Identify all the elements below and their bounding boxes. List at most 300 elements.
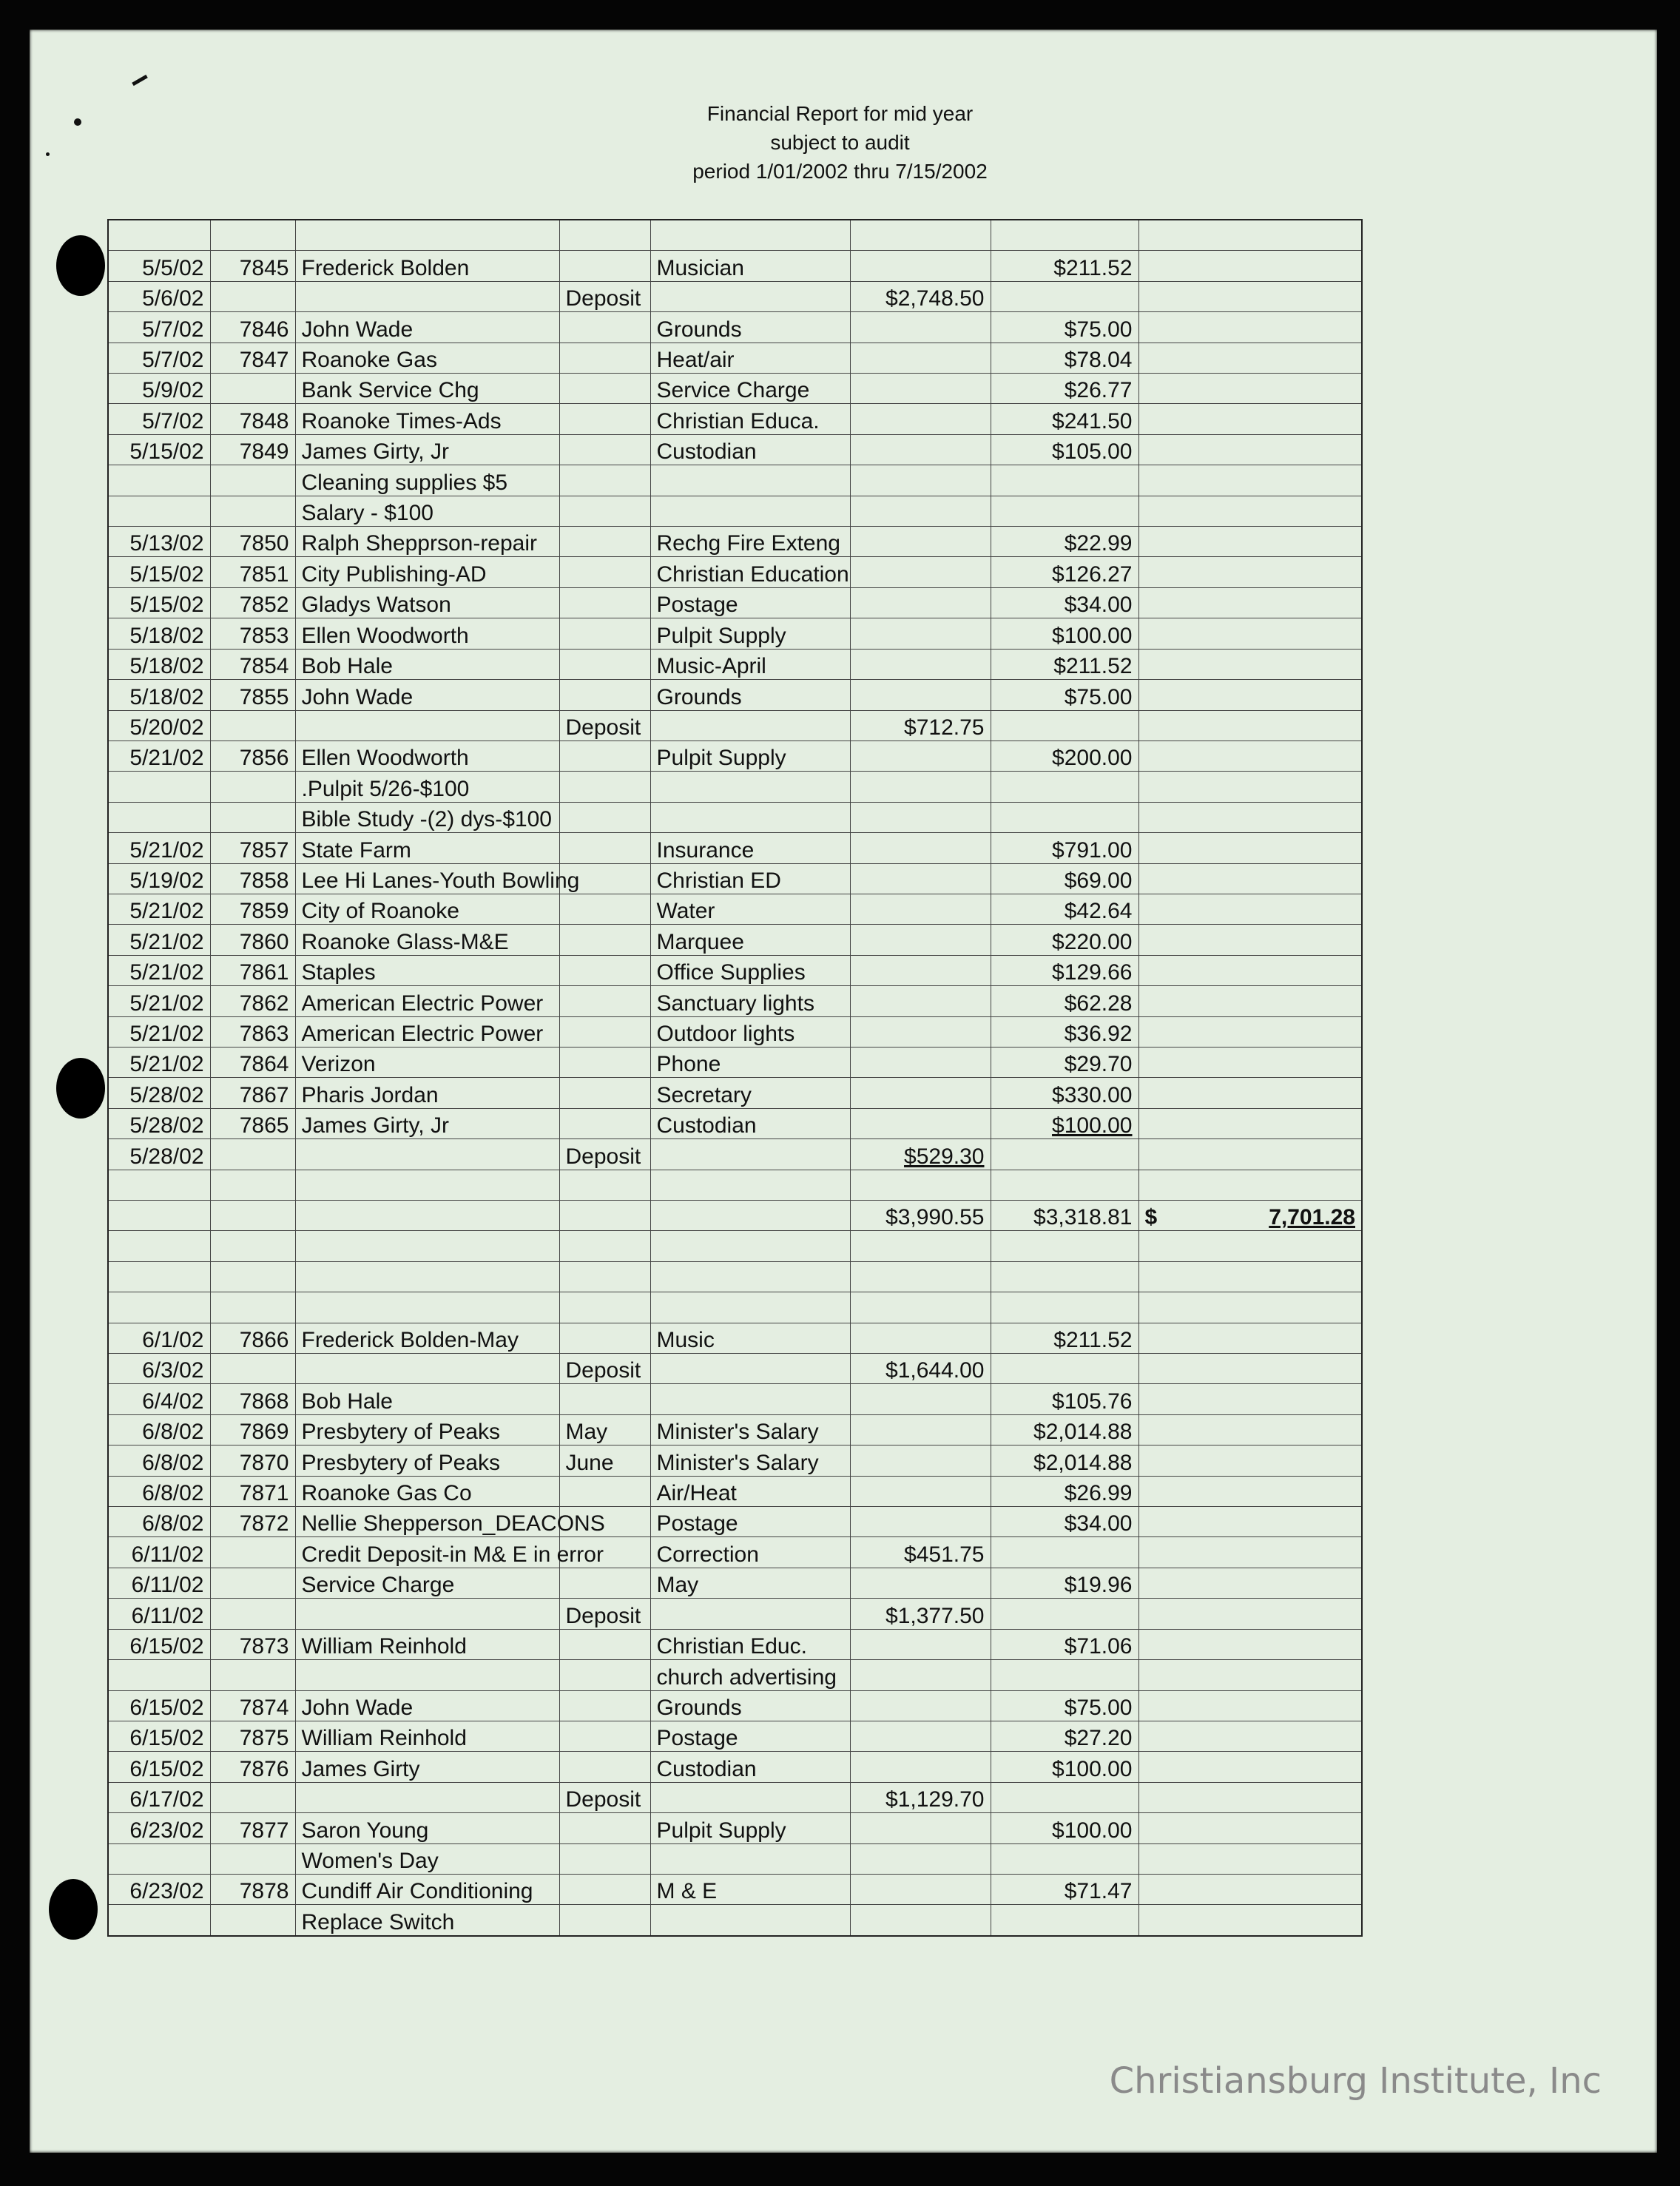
table-row: [108, 1170, 1362, 1200]
cell-total: [1138, 1078, 1362, 1108]
cell-type: Deposit: [559, 1599, 650, 1629]
table-row: [108, 465, 1362, 496]
cell-deposit: [850, 527, 991, 557]
cell-check-no: 7859: [210, 894, 295, 924]
underlined-amount: $529.30: [904, 1144, 985, 1169]
cell-type: [559, 1292, 650, 1323]
cell-payee: Presbytery of Peaks: [295, 1414, 559, 1445]
cell-category: Custodian: [650, 1108, 850, 1138]
cell-payment: [991, 1905, 1138, 1936]
table-row: [108, 1078, 1362, 1108]
cell-type: [559, 1690, 650, 1721]
cell-check-no: 7862: [210, 986, 295, 1016]
cell-total: [1138, 343, 1362, 373]
cell-payment: [991, 1660, 1138, 1690]
cell-date: [108, 1201, 210, 1231]
cell-check-no: 7850: [210, 527, 295, 557]
cell-date: 5/7/02: [108, 312, 210, 343]
cell-total: [1138, 1384, 1362, 1414]
cell-payee: Ellen Woodworth: [295, 741, 559, 771]
cell-category: Musician: [650, 251, 850, 281]
cell-date: [108, 1170, 210, 1200]
cell-payee: Salary - $100: [295, 496, 559, 526]
cell-payee: William Reinhold: [295, 1721, 559, 1751]
cell-check-no: 7875: [210, 1721, 295, 1751]
cell-check-no: [210, 802, 295, 832]
table-row: [108, 863, 1362, 894]
cell-payment: [991, 710, 1138, 741]
cell-date: 6/15/02: [108, 1629, 210, 1659]
cell-deposit: [850, 251, 991, 281]
cell-payment: $211.52: [991, 251, 1138, 281]
cell-total: [1138, 527, 1362, 557]
cell-date: 5/7/02: [108, 343, 210, 373]
cell-type: [559, 833, 650, 863]
cell-category: Outdoor lights: [650, 1016, 850, 1047]
cell-category: Music-April: [650, 649, 850, 679]
cell-deposit: [850, 1752, 991, 1782]
cell-payment: $126.27: [991, 557, 1138, 587]
cell-category: Pulpit Supply: [650, 618, 850, 649]
cell-date: 6/11/02: [108, 1568, 210, 1598]
underlined-amount: $100.00: [1052, 1113, 1133, 1138]
table-row: [108, 1721, 1362, 1751]
cell-date: 6/8/02: [108, 1507, 210, 1537]
cell-date: 5/28/02: [108, 1078, 210, 1108]
cell-deposit: [850, 1108, 991, 1138]
cell-category: Custodian: [650, 1752, 850, 1782]
cell-deposit: [850, 1139, 991, 1170]
cell-payee: American Electric Power: [295, 1016, 559, 1047]
cell-type: [559, 894, 650, 924]
cell-category: [650, 1354, 850, 1384]
cell-date: [108, 1905, 210, 1936]
table-row: [108, 1323, 1362, 1353]
cell-payee: [295, 281, 559, 311]
cell-check-no: 7876: [210, 1752, 295, 1782]
cell-type: [559, 1660, 650, 1690]
cell-check-no: [210, 496, 295, 526]
cell-payee: Roanoke Glass-M&E: [295, 925, 559, 955]
cell-check-no: 7847: [210, 343, 295, 373]
cell-category: [650, 1782, 850, 1812]
cell-payment: $211.52: [991, 1323, 1138, 1353]
cell-total: [1138, 557, 1362, 587]
cell-payee: William Reinhold: [295, 1629, 559, 1659]
cell-deposit: $1,129.70: [850, 1782, 991, 1812]
cell-deposit: [850, 1170, 991, 1200]
cell-date: 6/23/02: [108, 1813, 210, 1843]
cell-payment: $100.00: [991, 1813, 1138, 1843]
cell-date: 5/21/02: [108, 986, 210, 1016]
cell-total: [1138, 251, 1362, 281]
cell-check-no: 7872: [210, 1507, 295, 1537]
cell-category: Service Charge: [650, 374, 850, 404]
cell-date: 5/15/02: [108, 434, 210, 465]
cell-check-no: [210, 1231, 295, 1261]
table-row: [108, 251, 1362, 281]
cell-payee: James Girty, Jr: [295, 434, 559, 465]
cell-category: [650, 1292, 850, 1323]
cell-payment: [991, 220, 1138, 251]
cell-date: 5/21/02: [108, 894, 210, 924]
cell-payee: Bob Hale: [295, 649, 559, 679]
cell-type: [559, 680, 650, 710]
table-row: [108, 1445, 1362, 1476]
cell-category: Correction: [650, 1537, 850, 1568]
cell-type: [559, 557, 650, 587]
cell-date: 5/18/02: [108, 680, 210, 710]
cell-payment: $36.92: [991, 1016, 1138, 1047]
cell-date: 5/19/02: [108, 863, 210, 894]
cell-check-no: [210, 772, 295, 802]
cell-payment: [991, 1843, 1138, 1874]
cell-category: Postage: [650, 1507, 850, 1537]
table-row: [108, 1261, 1362, 1292]
cell-deposit: [850, 1445, 991, 1476]
table-row: [108, 1507, 1362, 1537]
cell-deposit: [850, 680, 991, 710]
cell-check-no: [210, 1354, 295, 1384]
cell-payee: Pharis Jordan: [295, 1078, 559, 1108]
cell-deposit: [850, 1629, 991, 1659]
table-row: [108, 404, 1362, 434]
cell-date: 5/13/02: [108, 527, 210, 557]
punch-hole-middle: [56, 1058, 105, 1119]
cell-payee: Replace Switch: [295, 1905, 559, 1936]
cell-date: 6/17/02: [108, 1782, 210, 1812]
cell-deposit: [850, 1721, 991, 1751]
cell-deposit: [850, 772, 991, 802]
table-row: [108, 587, 1362, 618]
cell-total: [1138, 1568, 1362, 1598]
cell-payee: [295, 1261, 559, 1292]
report-subtitle: subject to audit: [770, 131, 910, 154]
cell-payment: $75.00: [991, 312, 1138, 343]
cell-type: [559, 374, 650, 404]
cell-type: [559, 527, 650, 557]
table-row: [108, 374, 1362, 404]
cell-total: [1138, 220, 1362, 251]
report-header: [0, 99, 1680, 186]
cell-payment: [991, 1292, 1138, 1323]
cell-category: Water: [650, 894, 850, 924]
ledger-body: [108, 220, 1362, 1936]
cell-type: [559, 1874, 650, 1904]
cell-category: Air/Heat: [650, 1476, 850, 1506]
cell-payee: Gladys Watson: [295, 587, 559, 618]
cell-type: May: [559, 1414, 650, 1445]
cell-total: [1138, 1690, 1362, 1721]
cell-payment: $3,318.81: [991, 1201, 1138, 1231]
table-row: [108, 1384, 1362, 1414]
cell-deposit: [850, 1231, 991, 1261]
cell-deposit: [850, 1507, 991, 1537]
cell-payee: Frederick Bolden-May: [295, 1323, 559, 1353]
cell-payee: Roanoke Times-Ads: [295, 404, 559, 434]
cell-payment: $791.00: [991, 833, 1138, 863]
cell-deposit: [850, 1292, 991, 1323]
cell-payment: $129.66: [991, 955, 1138, 985]
cell-deposit: [850, 1874, 991, 1904]
table-row: [108, 649, 1362, 679]
cell-check-no: [210, 1170, 295, 1200]
cell-check-no: 7861: [210, 955, 295, 985]
cell-date: 6/15/02: [108, 1752, 210, 1782]
cell-type: [559, 220, 650, 251]
cell-check-no: 7857: [210, 833, 295, 863]
cell-check-no: [210, 1139, 295, 1170]
cell-category: Grounds: [650, 680, 850, 710]
cell-payment: $19.96: [991, 1568, 1138, 1598]
cell-payment: [991, 1537, 1138, 1568]
cell-total: [1138, 802, 1362, 832]
cell-payment: [991, 1108, 1138, 1138]
cell-deposit: [850, 1476, 991, 1506]
cell-type: [559, 1261, 650, 1292]
cell-deposit: $451.75: [850, 1537, 991, 1568]
cell-type: [559, 343, 650, 373]
cell-total: [1138, 1354, 1362, 1384]
cell-deposit: [850, 1843, 991, 1874]
cell-category: Insurance: [650, 833, 850, 863]
cell-total: [1138, 1629, 1362, 1659]
cell-total: [1138, 772, 1362, 802]
cell-total: [1138, 1507, 1362, 1537]
cell-deposit: [850, 833, 991, 863]
cell-deposit: [850, 343, 991, 373]
cell-payment: $330.00: [991, 1078, 1138, 1108]
cell-check-no: 7878: [210, 1874, 295, 1904]
cell-total: [1138, 465, 1362, 496]
cell-check-no: [210, 1599, 295, 1629]
cell-deposit: [850, 649, 991, 679]
cell-deposit: [850, 374, 991, 404]
cell-payee: Ralph Shepprson-repair: [295, 527, 559, 557]
cell-type: [559, 251, 650, 281]
table-row: [108, 343, 1362, 373]
cell-check-no: [210, 1660, 295, 1690]
cell-total: [1138, 312, 1362, 343]
cell-date: 6/4/02: [108, 1384, 210, 1414]
cell-total: [1138, 1292, 1362, 1323]
cell-check-no: 7848: [210, 404, 295, 434]
table-row: [108, 1629, 1362, 1659]
cell-payment: $78.04: [991, 343, 1138, 373]
cell-total: [1138, 833, 1362, 863]
cell-check-no: 7871: [210, 1476, 295, 1506]
cell-total: [1138, 925, 1362, 955]
cell-total: [1138, 587, 1362, 618]
cell-check-no: 7852: [210, 587, 295, 618]
cell-type: [559, 496, 650, 526]
cell-total: [1138, 496, 1362, 526]
cell-check-no: 7855: [210, 680, 295, 710]
cell-payee: James Girty: [295, 1752, 559, 1782]
cell-category: [650, 710, 850, 741]
cell-category: [650, 465, 850, 496]
cell-category: Heat/air: [650, 343, 850, 373]
cell-date: 6/15/02: [108, 1721, 210, 1751]
cell-date: 5/21/02: [108, 741, 210, 771]
cell-payee: John Wade: [295, 312, 559, 343]
table-row: [108, 1139, 1362, 1170]
cell-total: [1138, 1813, 1362, 1843]
cell-total: [1138, 1660, 1362, 1690]
cell-total: [1138, 1721, 1362, 1751]
cell-type: [559, 1843, 650, 1874]
cell-total: [1138, 1445, 1362, 1476]
cell-deposit: [850, 404, 991, 434]
cell-type: [559, 1721, 650, 1751]
cell-total: [1138, 1323, 1362, 1353]
cell-category: [650, 802, 850, 832]
cell-payee: .Pulpit 5/26-$100: [295, 772, 559, 802]
cell-payee: James Girty, Jr: [295, 1108, 559, 1138]
cell-payee: [295, 1354, 559, 1384]
table-row: [108, 1047, 1362, 1077]
cell-category: [650, 220, 850, 251]
cell-type: [559, 1016, 650, 1047]
table-row: [108, 1599, 1362, 1629]
cell-payment: $220.00: [991, 925, 1138, 955]
cell-payee: Frederick Bolden: [295, 251, 559, 281]
cell-category: Grounds: [650, 1690, 850, 1721]
cell-check-no: [210, 1292, 295, 1323]
table-row: [108, 894, 1362, 924]
cell-payment: $42.64: [991, 894, 1138, 924]
cell-date: [108, 220, 210, 251]
table-row: [108, 1568, 1362, 1598]
cell-payee: Service Charge: [295, 1568, 559, 1598]
cell-date: 5/28/02: [108, 1108, 210, 1138]
table-row: [108, 1905, 1362, 1936]
cell-payment: [991, 281, 1138, 311]
table-row: [108, 1476, 1362, 1506]
table-row: [108, 1843, 1362, 1874]
cell-type: [559, 925, 650, 955]
cell-date: 5/15/02: [108, 587, 210, 618]
cell-type: Deposit: [559, 1782, 650, 1812]
cell-payment: [991, 1599, 1138, 1629]
table-row: [108, 1354, 1362, 1384]
cell-payment: [991, 496, 1138, 526]
cell-payment: $75.00: [991, 680, 1138, 710]
cell-date: 6/8/02: [108, 1414, 210, 1445]
cell-payee: [295, 1660, 559, 1690]
cell-category: [650, 1384, 850, 1414]
cell-payment: $69.00: [991, 863, 1138, 894]
cell-payee: Bible Study -(2) dys-$100: [295, 802, 559, 832]
cell-check-no: 7877: [210, 1813, 295, 1843]
cell-category: [650, 772, 850, 802]
cell-date: 6/23/02: [108, 1874, 210, 1904]
ledger-table: [107, 219, 1363, 1937]
cell-type: Deposit: [559, 710, 650, 741]
cell-category: [650, 1843, 850, 1874]
cell-date: 6/8/02: [108, 1445, 210, 1476]
cell-deposit: [850, 741, 991, 771]
cell-date: 5/5/02: [108, 251, 210, 281]
cell-payment: $26.77: [991, 374, 1138, 404]
table-row: [108, 1231, 1362, 1261]
cell-check-no: 7856: [210, 741, 295, 771]
cell-check-no: 7851: [210, 557, 295, 587]
cell-payee: [295, 1170, 559, 1200]
grand-total: 7,701.28: [1269, 1205, 1355, 1230]
cell-payment: [991, 1139, 1138, 1170]
cell-deposit: [850, 434, 991, 465]
cell-type: [559, 1752, 650, 1782]
cell-payee: [295, 1599, 559, 1629]
cell-date: 5/18/02: [108, 618, 210, 649]
cell-total: [1138, 1599, 1362, 1629]
cell-deposit: $1,377.50: [850, 1599, 991, 1629]
table-row: [108, 618, 1362, 649]
cell-total: [1138, 1170, 1362, 1200]
cell-category: Rechg Fire Exteng: [650, 527, 850, 557]
cell-payee: [295, 1292, 559, 1323]
cell-category: church advertising: [650, 1660, 850, 1690]
cell-type: [559, 1170, 650, 1200]
cell-category: Christian Educ.: [650, 1629, 850, 1659]
cell-deposit: [850, 1384, 991, 1414]
cell-deposit: [850, 1568, 991, 1598]
cell-total: [1138, 1414, 1362, 1445]
cell-deposit: [850, 1813, 991, 1843]
cell-check-no: 7845: [210, 251, 295, 281]
cell-type: [559, 1629, 650, 1659]
cell-payee: [295, 1231, 559, 1261]
cell-deposit: [850, 1414, 991, 1445]
cell-check-no: 7865: [210, 1108, 295, 1138]
cell-total: [1138, 1905, 1362, 1936]
cell-check-no: [210, 1843, 295, 1874]
cell-total: [1138, 863, 1362, 894]
cell-total: [1138, 894, 1362, 924]
cell-category: Office Supplies: [650, 955, 850, 985]
cell-category: Pulpit Supply: [650, 1813, 850, 1843]
cell-total: [1138, 1476, 1362, 1506]
cell-payee: Bob Hale: [295, 1384, 559, 1414]
cell-category: [650, 1231, 850, 1261]
table-row: [108, 1660, 1362, 1690]
cell-date: [108, 1261, 210, 1292]
cell-check-no: 7863: [210, 1016, 295, 1047]
cell-type: [559, 1231, 650, 1261]
total-currency: $: [1144, 1205, 1158, 1230]
cell-type: [559, 587, 650, 618]
cell-deposit: [850, 863, 991, 894]
cell-type: [559, 741, 650, 771]
cell-payee: Presbytery of Peaks: [295, 1445, 559, 1476]
cell-type: [559, 955, 650, 985]
table-row: [108, 925, 1362, 955]
cell-deposit: [850, 1323, 991, 1353]
cell-date: 5/21/02: [108, 925, 210, 955]
cell-payee: City Publishing-AD: [295, 557, 559, 587]
table-row: [108, 527, 1362, 557]
cell-deposit: $1,644.00: [850, 1354, 991, 1384]
cell-payee: [295, 1139, 559, 1170]
cell-payee: American Electric Power: [295, 986, 559, 1016]
cell-total: [1138, 1201, 1362, 1231]
cell-category: Minister's Salary: [650, 1414, 850, 1445]
cell-check-no: [210, 1201, 295, 1231]
cell-total: [1138, 1231, 1362, 1261]
cell-check-no: 7874: [210, 1690, 295, 1721]
cell-date: [108, 496, 210, 526]
